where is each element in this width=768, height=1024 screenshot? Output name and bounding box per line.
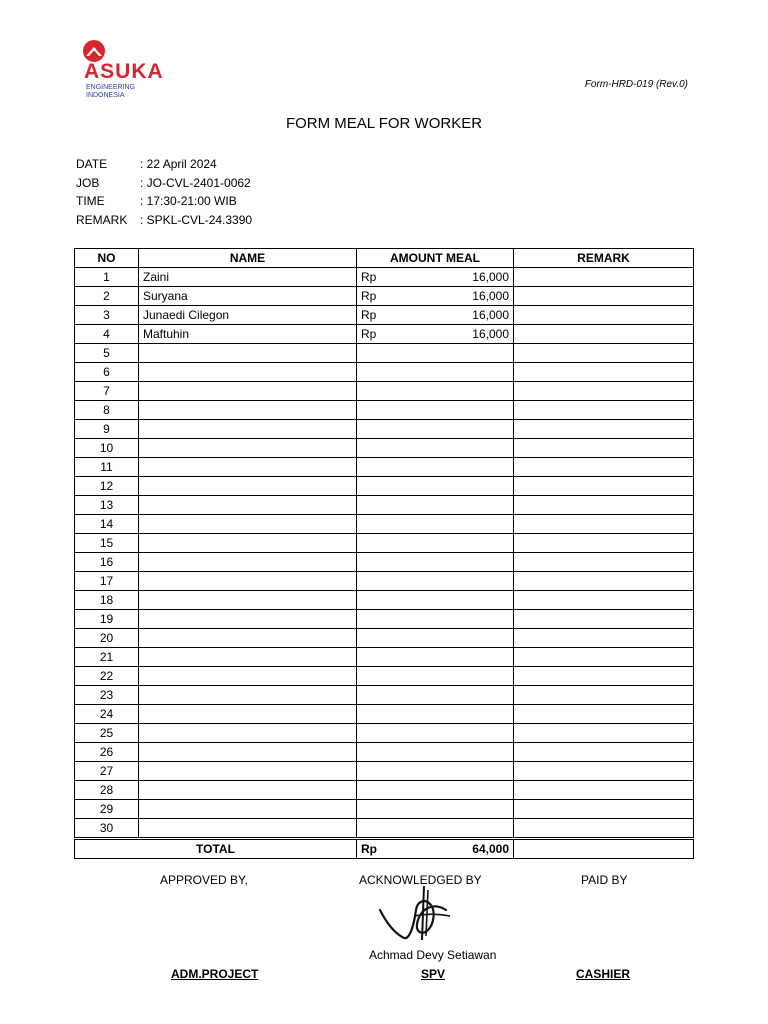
table-row xyxy=(75,572,694,591)
row-no: 6 xyxy=(75,363,139,382)
row-remark xyxy=(514,401,694,420)
row-no: 16 xyxy=(75,553,139,572)
row-name xyxy=(139,800,357,819)
logo-subtitle-line-1: ENGINEERING xyxy=(86,84,136,91)
row-name xyxy=(139,382,357,401)
row-amount xyxy=(357,344,514,363)
row-name xyxy=(139,705,357,724)
row-name xyxy=(139,363,357,382)
table-row xyxy=(75,306,694,325)
info-label: JOB xyxy=(76,176,100,190)
row-name xyxy=(139,648,357,667)
table-row xyxy=(75,724,694,743)
row-no: 30 xyxy=(75,819,139,839)
header-no: NO xyxy=(75,249,139,268)
table-row xyxy=(75,686,694,705)
info-label: REMARK xyxy=(76,213,128,227)
row-remark xyxy=(514,724,694,743)
table-row xyxy=(75,553,694,572)
row-amount xyxy=(357,572,514,591)
row-remark xyxy=(514,572,694,591)
page-title: FORM MEAL FOR WORKER xyxy=(285,115,483,132)
row-amount xyxy=(357,648,514,667)
row-no: 1 xyxy=(75,268,139,287)
table-row xyxy=(75,705,694,724)
paid-role: CASHIER xyxy=(576,967,631,981)
table-row xyxy=(75,363,694,382)
paid-by-label: PAID BY xyxy=(581,873,628,887)
row-amount-value: 16,000 xyxy=(472,269,509,284)
row-amount xyxy=(357,686,514,705)
table-row xyxy=(75,591,694,610)
form-code: Form-HRD-019 (Rev.0) xyxy=(584,79,688,90)
row-amount xyxy=(357,610,514,629)
total-row xyxy=(75,839,694,859)
total-value: 64,000 xyxy=(472,841,509,856)
row-no: 19 xyxy=(75,610,139,629)
table-row xyxy=(75,268,694,287)
row-amount xyxy=(357,534,514,553)
row-remark xyxy=(514,667,694,686)
row-name xyxy=(139,553,357,572)
row-remark xyxy=(514,496,694,515)
table-row xyxy=(75,420,694,439)
info-value: : JO-CVL-2401-0062 xyxy=(140,176,251,190)
row-no: 4 xyxy=(75,325,139,344)
table-row xyxy=(75,496,694,515)
row-amount-value: 16,000 xyxy=(472,307,509,322)
table-row xyxy=(75,325,694,344)
row-amount xyxy=(357,325,514,344)
row-amount xyxy=(357,268,514,287)
header-amount: AMOUNT MEAL xyxy=(357,249,514,268)
row-amount xyxy=(357,477,514,496)
row-name xyxy=(139,458,357,477)
row-amount xyxy=(357,287,514,306)
row-no: 20 xyxy=(75,629,139,648)
approved-role: ADM.PROJECT xyxy=(171,967,259,981)
row-no: 3 xyxy=(75,306,139,325)
row-no: 8 xyxy=(75,401,139,420)
row-remark xyxy=(514,705,694,724)
table-header-row xyxy=(75,249,694,268)
total-currency: Rp xyxy=(361,841,377,856)
row-name: Junaedi Cilegon xyxy=(139,306,357,325)
table-row xyxy=(75,344,694,363)
row-currency: Rp xyxy=(361,307,377,322)
row-remark xyxy=(514,819,694,839)
meal-table xyxy=(74,248,694,859)
row-name: Maftuhin xyxy=(139,325,357,344)
info-row-job xyxy=(76,174,251,192)
row-no: 18 xyxy=(75,591,139,610)
row-amount-value: 16,000 xyxy=(472,326,509,341)
row-no: 15 xyxy=(75,534,139,553)
row-no: 22 xyxy=(75,667,139,686)
row-remark xyxy=(514,686,694,705)
row-no: 23 xyxy=(75,686,139,705)
row-remark xyxy=(514,553,694,572)
row-name xyxy=(139,610,357,629)
row-amount xyxy=(357,591,514,610)
table-row xyxy=(75,534,694,553)
row-remark xyxy=(514,458,694,477)
row-remark xyxy=(514,306,694,325)
row-name xyxy=(139,629,357,648)
row-amount xyxy=(357,553,514,572)
row-remark xyxy=(514,515,694,534)
table-row xyxy=(75,819,694,839)
row-currency: Rp xyxy=(361,269,377,284)
table-row xyxy=(75,743,694,762)
row-name xyxy=(139,534,357,553)
row-name xyxy=(139,477,357,496)
row-amount xyxy=(357,762,514,781)
row-name xyxy=(139,439,357,458)
row-remark xyxy=(514,648,694,667)
row-name xyxy=(139,515,357,534)
row-name xyxy=(139,762,357,781)
row-no: 9 xyxy=(75,420,139,439)
row-no: 13 xyxy=(75,496,139,515)
table-row xyxy=(75,648,694,667)
row-no: 5 xyxy=(75,344,139,363)
row-no: 14 xyxy=(75,515,139,534)
row-name xyxy=(139,572,357,591)
row-amount xyxy=(357,781,514,800)
row-no: 2 xyxy=(75,287,139,306)
row-remark xyxy=(514,268,694,287)
row-no: 7 xyxy=(75,382,139,401)
row-name: Zaini xyxy=(139,268,357,287)
row-amount xyxy=(357,382,514,401)
row-amount xyxy=(357,363,514,382)
row-amount xyxy=(357,306,514,325)
row-amount xyxy=(357,458,514,477)
row-no: 25 xyxy=(75,724,139,743)
row-remark xyxy=(514,743,694,762)
row-amount xyxy=(357,439,514,458)
row-currency: Rp xyxy=(361,326,377,341)
row-name xyxy=(139,344,357,363)
total-label: TOTAL xyxy=(75,839,357,859)
acknowledged-name: Achmad Devy Setiawan xyxy=(369,948,497,962)
table-row xyxy=(75,287,694,306)
row-remark xyxy=(514,287,694,306)
signature-image xyxy=(374,880,454,945)
row-amount xyxy=(357,515,514,534)
logo-subtitle xyxy=(86,84,135,100)
row-amount xyxy=(357,420,514,439)
row-amount xyxy=(357,667,514,686)
header-name: NAME xyxy=(139,249,357,268)
row-currency: Rp xyxy=(361,288,377,303)
acknowledged-role: SPV xyxy=(421,967,446,981)
row-remark xyxy=(514,762,694,781)
row-amount xyxy=(357,401,514,420)
row-name xyxy=(139,743,357,762)
info-value: : 17:30-21:00 WIB xyxy=(140,194,237,208)
table-row xyxy=(75,477,694,496)
row-name xyxy=(139,819,357,839)
row-remark xyxy=(514,420,694,439)
row-remark xyxy=(514,591,694,610)
row-amount xyxy=(357,819,514,839)
table-row xyxy=(75,458,694,477)
row-name xyxy=(139,401,357,420)
row-name: Suryana xyxy=(139,287,357,306)
table-row xyxy=(75,515,694,534)
row-no: 24 xyxy=(75,705,139,724)
info-value: : SPKL-CVL-24.3390 xyxy=(140,213,253,227)
row-no: 29 xyxy=(75,800,139,819)
row-amount xyxy=(357,724,514,743)
row-no: 10 xyxy=(75,439,139,458)
row-amount xyxy=(357,800,514,819)
row-name xyxy=(139,686,357,705)
table-row xyxy=(75,439,694,458)
row-amount xyxy=(357,743,514,762)
row-name xyxy=(139,781,357,800)
row-remark xyxy=(514,325,694,344)
row-amount xyxy=(357,705,514,724)
row-no: 27 xyxy=(75,762,139,781)
row-remark xyxy=(514,629,694,648)
row-no: 17 xyxy=(75,572,139,591)
row-amount xyxy=(357,496,514,515)
row-no: 28 xyxy=(75,781,139,800)
info-row-remark xyxy=(76,211,252,229)
total-remark xyxy=(514,839,694,859)
info-row-date xyxy=(76,155,217,173)
info-row-time xyxy=(76,192,237,210)
table-row xyxy=(75,762,694,781)
row-no: 11 xyxy=(75,458,139,477)
logo-subtitle-line-2: INDONESIA xyxy=(86,92,125,99)
row-remark xyxy=(514,534,694,553)
row-no: 26 xyxy=(75,743,139,762)
row-remark xyxy=(514,610,694,629)
row-remark xyxy=(514,363,694,382)
table-row xyxy=(75,610,694,629)
table-row xyxy=(75,401,694,420)
header-remark: REMARK xyxy=(514,249,694,268)
table-row xyxy=(75,667,694,686)
approved-by-label: APPROVED BY, xyxy=(160,873,248,887)
row-no: 12 xyxy=(75,477,139,496)
logo-wordmark: ASUKA xyxy=(84,60,164,83)
row-remark xyxy=(514,382,694,401)
row-no: 21 xyxy=(75,648,139,667)
row-amount xyxy=(357,629,514,648)
acknowledged-by-label: ACKNOWLEDGED BY xyxy=(359,873,482,887)
table-row xyxy=(75,382,694,401)
row-remark xyxy=(514,439,694,458)
row-name xyxy=(139,667,357,686)
row-remark xyxy=(514,344,694,363)
row-name xyxy=(139,724,357,743)
row-name xyxy=(139,420,357,439)
total-amount xyxy=(357,839,514,859)
table-row xyxy=(75,800,694,819)
row-name xyxy=(139,591,357,610)
row-amount-value: 16,000 xyxy=(472,288,509,303)
info-label: DATE xyxy=(76,157,108,171)
row-remark xyxy=(514,781,694,800)
row-name xyxy=(139,496,357,515)
info-label: TIME xyxy=(76,194,105,208)
info-value: : 22 April 2024 xyxy=(140,157,217,171)
row-remark xyxy=(514,477,694,496)
row-remark xyxy=(514,800,694,819)
table-row xyxy=(75,781,694,800)
table-row xyxy=(75,629,694,648)
